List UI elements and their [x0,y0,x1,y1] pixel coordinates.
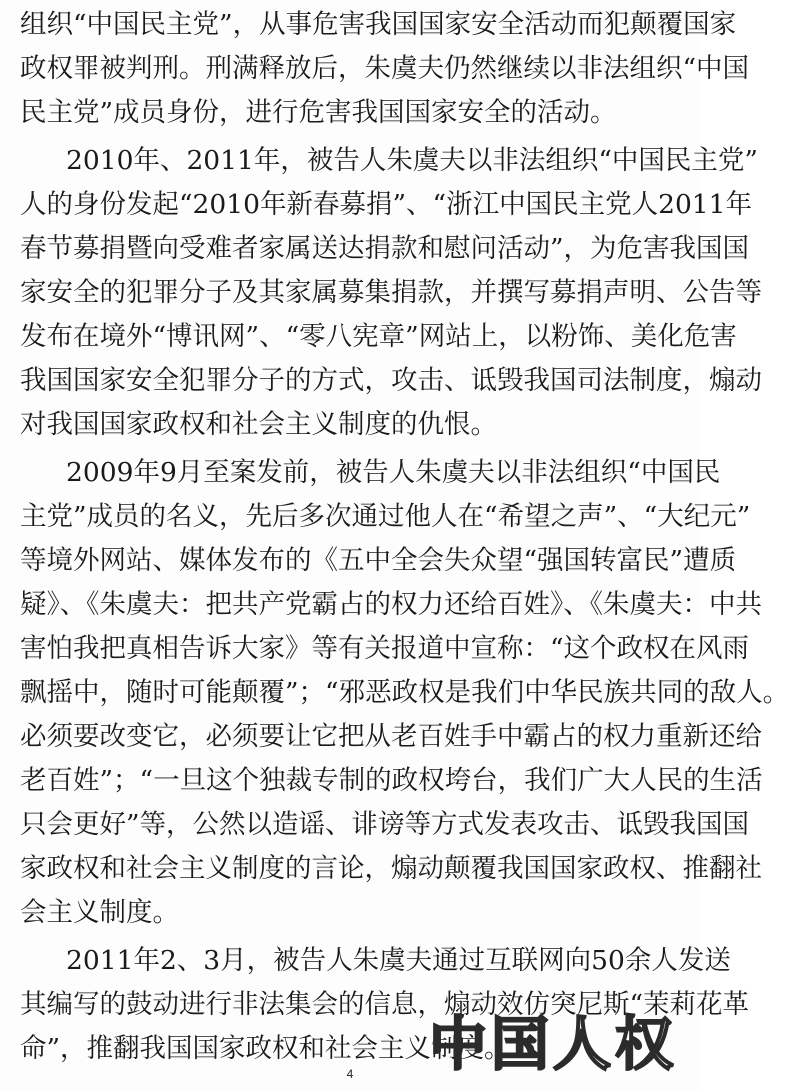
text-line: 人的身份发起“2010年新春募捐”、“浙江中国民主党人2011年 [20,189,753,220]
text-line: 会主义制度。 [20,897,179,928]
text-line: 等境外网站、媒体发布的《五中全会失众望“强国转富民”遭质 [20,545,737,576]
text-line: 其编写的鼓动进行非法集会的信息，煽动效仿突尼斯“茉莉花革 [20,989,750,1020]
text-line: 命”，推翻我国国家政权和社会主义制度。 [20,1033,511,1064]
text-line: 2009年9月至案发前，被告人朱虞夫以非法组织“中国民 [66,457,721,488]
text-line: 主党”成员的名义，先后多次通过他人在“希望之声”、“大纪元” [20,501,751,532]
text-line: 家安全的犯罪分子及其家属募集捐款，并撰写募捐声明、公告等 [20,277,762,308]
text-line: 2010年、2011年，被告人朱虞夫以非法组织“中国民主党” [66,145,758,176]
text-line: 组织“中国民主党”，从事危害我国国家安全活动而犯颠覆国家 [20,9,737,40]
text-line: 对我国国家政权和社会主义制度的仇恨。 [20,409,497,440]
text-line: 春节募捐暨向受难者家属送达捐款和慰问活动”，为危害我国国 [20,233,750,264]
text-line: 政权罪被判刑。刑满释放后，朱虞夫仍然继续以非法组织“中国 [20,53,750,84]
text-line: 我国国家安全犯罪分子的方式，攻击、诋毁我国司法制度，煽动 [20,365,762,396]
text-line: 老百姓”；“一旦这个独裁专制的政权垮台，我们广大人民的生活 [20,765,763,796]
text-line: 只会更好”等，公然以造谣、诽谤等方式发表攻击、诋毁我国国 [20,809,750,840]
text-line: 必须要改变它，必须要让它把从老百姓手中霸占的权力重新还给 [20,721,762,752]
text-line: 2011年2、3月，被告人朱虞夫通过互联网向50余人发送 [66,945,731,976]
page-number: 4 [346,1067,354,1081]
watermark [412,1010,694,1078]
text-line: 害怕我把真相告诉大家》等有关报道中宣称：“这个政权在风雨 [20,633,750,664]
watermark-text: 中国人权 [428,1010,678,1078]
text-line: 飘摇中，随时可能颠覆”；“邪恶政权是我们中华民族共同的敌人。 [20,677,789,708]
watermark-logo [412,1010,694,1078]
text-line: 民主党”成员身份，进行危害我国国家安全的活动。 [20,97,617,128]
text-line: 疑》、《朱虞夫：把共产党霸占的权力还给百姓》、《朱虞夫：中共 [20,589,762,620]
text-line: 家政权和社会主义制度的言论，煽动颠覆我国国家政权、推翻社 [20,853,762,884]
text-line: 发布在境外“博讯网”、“零八宪章”网站上，以粉饰、美化危害 [20,321,737,352]
